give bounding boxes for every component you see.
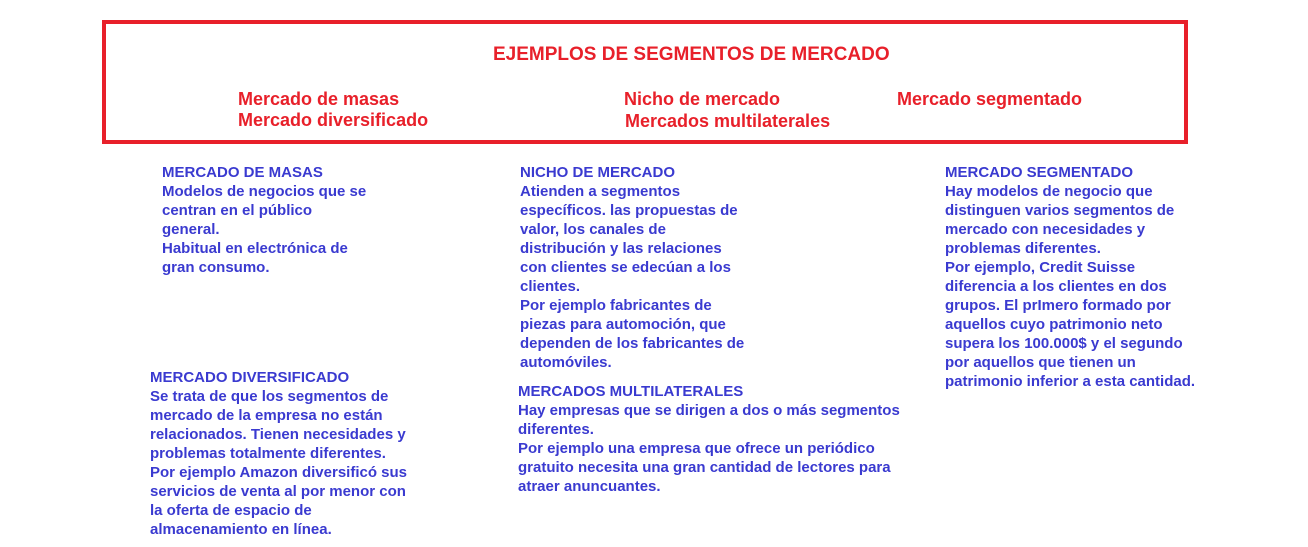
section-line: Por ejemplo, Credit Suisse [945,259,1136,276]
header-item-segmentado: Mercado segmentado [897,89,1083,109]
section-line: específicos. las propuestas de [520,202,738,219]
header-item-masas: Mercado de masas [238,89,400,109]
header-item-nicho: Nicho de mercado [624,89,781,109]
section-title: MERCADOS MULTILATERALES [518,383,744,400]
section-title: NICHO DE MERCADO [520,164,676,181]
section-line: general. [162,221,220,238]
section-line: Se trata de que los segmentos de [150,388,389,405]
section-line: patrimonio inferior a esta cantidad. [945,373,1196,390]
section-nicho-mercado [520,163,744,372]
section-line: problemas totalmente diferentes. [150,445,386,462]
section-line: piezas para automoción, que [520,316,726,333]
header-item-multilaterales: Mercados multilaterales [625,111,831,131]
section-line: gratuito necesita una gran cantidad de lectores para [518,459,891,476]
section-line: Por ejemplo una empresa que ofrece un periódico [518,440,875,457]
section-line: automóviles. [520,354,612,371]
header-item-diversificado: Mercado diversificado [238,110,429,130]
section-mercado-masas [162,163,366,277]
section-line: gran consumo. [162,259,270,276]
section-mercado-diversificado [150,368,407,539]
section-title: MERCADO DE MASAS [162,164,323,181]
section-line: Modelos de negocios que se [162,183,367,200]
page-title: EJEMPLOS DE SEGMENTOS DE MERCADO [493,44,890,65]
section-line: valor, los canales de [520,221,666,238]
section-line: diferencia a los clientes en dos [945,278,1167,295]
section-line: problemas diferentes. [945,240,1101,257]
section-line: Por ejemplo Amazon diversificó sus [150,464,408,481]
section-title: MERCADO DIVERSIFICADO [150,369,350,386]
section-line: mercado con necesidades y [945,221,1146,238]
section-line: diferentes. [518,421,594,438]
section-line: Por ejemplo fabricantes de [520,297,712,314]
section-line: clientes. [520,278,581,295]
section-title: MERCADO SEGMENTADO [945,164,1134,181]
section-line: servicios de venta al por menor con [150,483,406,500]
section-line: por aquellos que tienen un [945,354,1136,371]
section-line: Hay empresas que se dirigen a dos o más segmentos [518,402,900,419]
section-line: Hay modelos de negocio que [945,183,1153,200]
section-line: la oferta de espacio de [150,502,312,519]
section-line: centran en el público [162,202,313,219]
section-line: Atienden a segmentos [520,183,681,200]
section-line: atraer anuncuantes. [518,478,661,495]
section-mercado-segmentado [945,163,1195,391]
section-mercados-multilaterales [518,382,900,496]
section-line: aquellos cuyo patrimonio neto [945,316,1163,333]
section-line: mercado de la empresa no están [150,407,383,424]
section-line: almacenamiento en línea. [150,521,332,538]
section-line: relacionados. Tienen necesidades y [150,426,406,443]
section-line: supera los 100.000$ y el segundo [945,335,1183,352]
section-line: dependen de los fabricantes de [520,335,745,352]
section-line: distribución y las relaciones [520,240,722,257]
section-line: grupos. El prImero formado por [945,297,1171,314]
section-line: con clientes se edecúan a los [520,259,731,276]
section-line: Habitual en electrónica de [162,240,348,257]
section-line: distinguen varios segmentos de [945,202,1175,219]
